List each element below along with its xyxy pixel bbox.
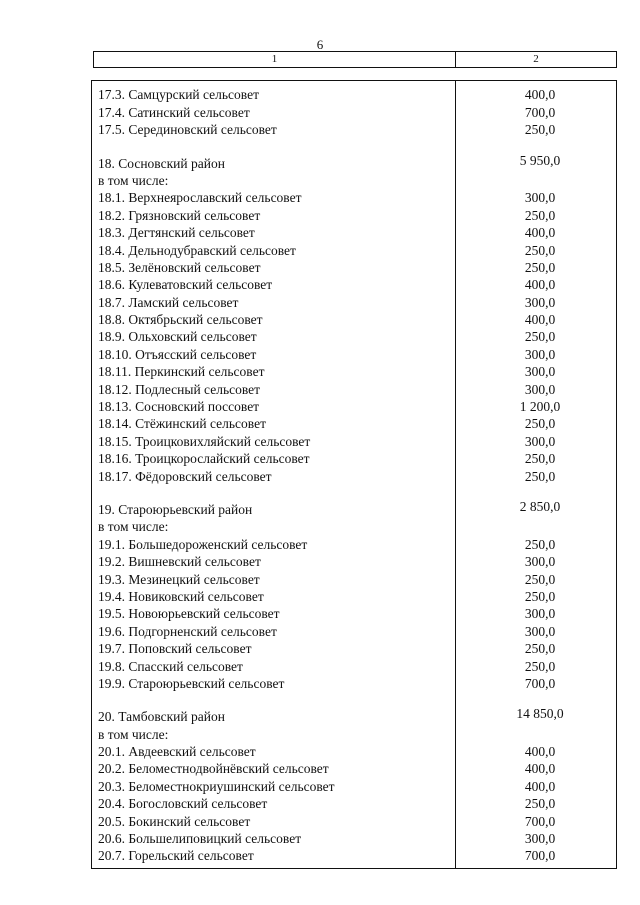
row-label: 20.6. Большелиповицкий сельсовет xyxy=(98,831,302,847)
table-row xyxy=(92,605,616,622)
table-row xyxy=(92,415,616,432)
row-label: в том числе: xyxy=(98,519,169,535)
row-value: 700,0 xyxy=(524,104,556,120)
table-row xyxy=(92,293,616,310)
row-label: 19.5. Новоюрьевский сельсовет xyxy=(98,606,280,622)
row-label: 20. Тамбовский район xyxy=(98,709,225,725)
row-label: 19.7. Поповский сельсовет xyxy=(98,641,252,657)
row-label: 19.2. Вишневский сельсовет xyxy=(98,554,261,570)
row-value: 300,0 xyxy=(524,606,556,622)
row-value: 250,0 xyxy=(524,259,556,275)
row-value: 300,0 xyxy=(524,294,556,310)
row-label: 18.12. Подлесный сельсовет xyxy=(98,381,261,397)
table-row xyxy=(92,241,616,258)
table-row xyxy=(92,121,616,138)
row-value: 400,0 xyxy=(524,761,556,777)
table-row xyxy=(92,812,616,829)
table-row xyxy=(92,363,616,380)
row-label: 18.2. Грязновский сельсовет xyxy=(98,207,261,223)
row-value: 300,0 xyxy=(524,364,556,380)
table-row xyxy=(92,777,616,794)
table-rows xyxy=(92,86,616,864)
allocation-table xyxy=(91,80,617,869)
column-header-1: 1 xyxy=(94,52,456,67)
row-label: 19. Староюрьевский район xyxy=(98,501,253,517)
table-row xyxy=(92,276,616,293)
table-row xyxy=(92,259,616,276)
row-value: 300,0 xyxy=(524,831,556,847)
row-value: 300,0 xyxy=(524,190,556,206)
table-row xyxy=(92,518,616,535)
table-row xyxy=(92,570,616,587)
row-label: 19.1. Большедороженский сельсовет xyxy=(98,536,308,552)
table-row xyxy=(92,345,616,362)
table-row xyxy=(92,467,616,484)
table-row xyxy=(92,535,616,552)
table-row xyxy=(92,172,616,189)
row-label: 18.1. Верхнеярославский сельсовет xyxy=(98,190,302,206)
row-label: 20.2. Беломестнодвойнёвский сельсовет xyxy=(98,761,329,777)
row-label: 18. Сосновский район xyxy=(98,155,225,171)
table-row xyxy=(92,760,616,777)
row-value: 400,0 xyxy=(524,87,556,103)
row-value: 300,0 xyxy=(524,346,556,362)
row-value: 250,0 xyxy=(524,588,556,604)
row-label: 18.7. Ламский сельсовет xyxy=(98,294,239,310)
row-value: 400,0 xyxy=(524,277,556,293)
row-label: 18.17. Фёдоровский сельсовет xyxy=(98,468,272,484)
row-value: 250,0 xyxy=(524,658,556,674)
district-row xyxy=(92,498,616,518)
column-header-table xyxy=(93,51,617,68)
row-label: 18.4. Дельнодубравский сельсовет xyxy=(98,242,296,258)
row-value: 250,0 xyxy=(524,122,556,138)
row-value: 250,0 xyxy=(524,536,556,552)
row-label: 18.14. Стёжинский сельсовет xyxy=(98,416,266,432)
table-row xyxy=(92,725,616,742)
row-label: 18.8. Октябрьский сельсовет xyxy=(98,312,263,328)
row-label: 18.15. Троицковихляйский сельсовет xyxy=(98,433,311,449)
table-row xyxy=(92,795,616,812)
row-value: 1 200,0 xyxy=(519,399,561,415)
table-row xyxy=(92,640,616,657)
table-row xyxy=(92,311,616,328)
table-row xyxy=(92,743,616,760)
row-label: 18.5. Зелёновский сельсовет xyxy=(98,259,261,275)
row-label: в том числе: xyxy=(98,726,169,742)
row-label: 19.8. Спасский сельсовет xyxy=(98,658,243,674)
row-value: 250,0 xyxy=(524,468,556,484)
table-row xyxy=(92,675,616,692)
page-number: 6 xyxy=(316,37,324,52)
row-value: 400,0 xyxy=(524,744,556,760)
row-label: 19.3. Мезинецкий сельсовет xyxy=(98,571,260,587)
row-value: 300,0 xyxy=(524,623,556,639)
district-row xyxy=(92,708,616,725)
row-label: 18.11. Перкинский сельсовет xyxy=(98,364,265,380)
row-value: 250,0 xyxy=(524,451,556,467)
district-row xyxy=(92,154,616,171)
row-value: 250,0 xyxy=(524,416,556,432)
row-label: 20.7. Горельский сельсовет xyxy=(98,848,254,864)
row-label: 20.3. Беломестнокриушинский сельсовет xyxy=(98,778,335,794)
row-label: 18.10. Отъясский сельсовет xyxy=(98,346,257,362)
row-label: 20.4. Богословский сельсовет xyxy=(98,796,268,812)
row-label: 18.3. Дегтянский сельсовет xyxy=(98,225,255,241)
row-value: 300,0 xyxy=(524,554,556,570)
row-value: 250,0 xyxy=(524,242,556,258)
row-label: 20.1. Авдеевский сельсовет xyxy=(98,744,256,760)
table-row xyxy=(92,328,616,345)
row-value: 2 850,0 xyxy=(519,498,561,514)
row-value: 250,0 xyxy=(524,207,556,223)
row-label: 18.6. Кулеватовский сельсовет xyxy=(98,277,273,293)
table-row xyxy=(92,432,616,449)
table-row xyxy=(92,622,616,639)
row-label: 18.13. Сосновский поссовет xyxy=(98,399,260,415)
row-value: 14 850,0 xyxy=(516,706,564,722)
row-label: 18.9. Ольховский сельсовет xyxy=(98,329,257,345)
row-value: 300,0 xyxy=(524,433,556,449)
table-row xyxy=(92,553,616,570)
row-label: 19.6. Подгорненский сельсовет xyxy=(98,623,277,639)
table-row xyxy=(92,224,616,241)
table-row xyxy=(92,206,616,223)
row-label: 20.5. Бокинский сельсовет xyxy=(98,813,251,829)
row-value: 700,0 xyxy=(524,675,556,691)
table-row xyxy=(92,189,616,206)
row-label: 19.4. Новиковский сельсовет xyxy=(98,588,264,604)
table-row xyxy=(92,847,616,864)
table-row xyxy=(92,588,616,605)
row-label: 19.9. Староюрьевский сельсовет xyxy=(98,675,285,691)
row-label: 17.4. Сатинский сельсовет xyxy=(98,104,250,120)
table-row xyxy=(92,398,616,415)
table-row xyxy=(92,103,616,120)
row-value: 700,0 xyxy=(524,813,556,829)
row-value: 400,0 xyxy=(524,312,556,328)
row-value: 250,0 xyxy=(524,329,556,345)
column-header-2: 2 xyxy=(533,53,539,65)
table-row xyxy=(92,830,616,847)
row-label: 17.3. Самцурский сельсовет xyxy=(98,87,259,103)
row-value: 5 950,0 xyxy=(519,152,561,168)
table-row xyxy=(92,380,616,397)
table-row xyxy=(92,657,616,674)
row-value: 250,0 xyxy=(524,571,556,587)
row-label: в том числе: xyxy=(98,172,169,188)
table-row xyxy=(92,450,616,467)
row-value: 250,0 xyxy=(524,796,556,812)
row-value: 300,0 xyxy=(524,381,556,397)
table-row xyxy=(92,86,616,103)
row-value: 400,0 xyxy=(524,225,556,241)
row-value: 700,0 xyxy=(524,848,556,864)
row-label: 18.16. Троицкорослайский сельсовет xyxy=(98,451,310,467)
row-label: 17.5. Серединовский сельсовет xyxy=(98,122,277,138)
row-value: 400,0 xyxy=(524,778,556,794)
row-value: 250,0 xyxy=(524,641,556,657)
